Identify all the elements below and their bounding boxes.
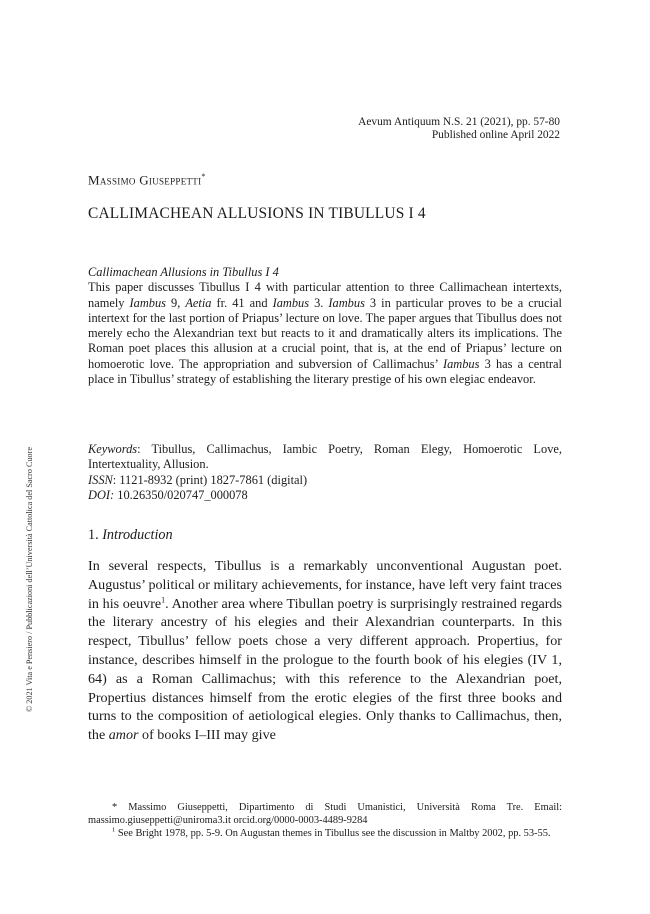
footnote-ref-1[interactable]: 1 (161, 594, 166, 604)
article-metadata (88, 442, 562, 503)
footnotes (88, 801, 562, 840)
author-name (88, 172, 206, 188)
doi-line (88, 488, 562, 503)
issn-label: ISSN (88, 472, 113, 487)
author-footnote-marker[interactable]: * (201, 172, 206, 181)
paper-title: CALLIMACHEAN ALLUSIONS IN TIBULLUS I 4 (88, 205, 426, 222)
abstract-italic: Iambus (442, 356, 480, 371)
body-text (88, 557, 562, 745)
body-italic: amor (108, 727, 139, 744)
doi-label: DOI: (88, 487, 115, 502)
author-name-text: Massimo Giuseppetti (88, 172, 202, 188)
body-span: . Another area where Tibullan poetry is surprisingly restrained regards the literary ancestry of his elegies and their Alexandrian counterparts. In this respect, Tibullus’ fellow poets chose a very different approach. Propertius, for instance, describes himself in the prologue to the fourth book of his elegies (IV 1, 64) as a Roman Callimachus; with this reference to the Alexandrian poet, Propertius distances himself from the erotic elegies of the first three books and turns to the composition of aetiological elegies. Only thanks to Callimachus, then, the (88, 595, 563, 744)
footnote-1-text: See Bright 1978, pp. 5-9. On Augustan themes in Tibullus see the discussion in Maltby 2002, pp. 53-55. (115, 828, 551, 839)
footnote-author-text: Massimo Giuseppetti, Dipartimento di Studi Umanistici, Università Roma Tre. Email: massimo.giuseppetti@uniroma3.it orcid.org/0000-0003-4489-9284 (88, 802, 562, 826)
keywords-label: Keywords (88, 442, 138, 456)
abstract-span: 3 in particular proves to be a crucial intertext for the last portion of Priapus’ lecture on love. The paper argues that Tibullus does not merely echo the Alexandrian text but reacts to it and dramatically alters its implications. The Roman poet places this allusion at a crucial point, that is, at the end of Priapus’ lecture on homoerotic love. The appropriation and subversion of Callimachus’ (88, 295, 562, 371)
abstract-span: fr. 41 and (211, 295, 273, 310)
issn-value: : 1121-8932 (print) 1827-7861 (digital) (112, 472, 308, 487)
journal-line: Aevum Antiquum N.S. 21 (2021), pp. 57-80 (358, 116, 560, 128)
abstract-span: This paper discusses Tibullus I 4 with particular attention to three Callimachean intertexts, namely (88, 280, 562, 310)
issn-line (88, 473, 562, 488)
section-number: 1. (88, 527, 99, 543)
body-paragraph (88, 557, 562, 745)
abstract-span: 9, (165, 295, 186, 310)
doi-value[interactable]: 10.26350/020747_000078 (114, 487, 248, 502)
keywords-line (88, 442, 562, 473)
copyright-sidebar: © 2021 Vita e Pensiero / Pubblicazioni dell’Università Cattolica del Sacro Cuore (25, 446, 34, 712)
body-span: of books I–III may give (138, 727, 276, 744)
abstract-italic: Aetia (185, 295, 212, 310)
abstract-italic: Iambus (328, 295, 365, 310)
abstract-title: Callimachean Allusions in Tibullus I 4 (88, 265, 279, 279)
published-line: Published online April 2022 (431, 129, 560, 141)
abstract-italic: Iambus (272, 295, 310, 310)
abstract-italic: Iambus (129, 295, 166, 310)
abstract-text (88, 280, 562, 387)
footnote-1-marker: 1 (112, 826, 116, 834)
footnote-author (88, 801, 562, 827)
section-heading (88, 527, 173, 544)
section-title: Introduction (102, 527, 173, 543)
footnote-1 (88, 827, 562, 840)
keywords-value: : Tibullus, Callimachus, Iambic Poetry, Roman Elegy, Homoerotic Love, Intertextuality, Allusion. (88, 442, 562, 472)
abstract-span: 3. (309, 295, 329, 310)
footnote-author-marker: * (112, 802, 118, 813)
abstract (88, 265, 562, 387)
body-span: In several respects, Tibullus is a remarkably unconventional Augustan poet. Augustus’ political or military achievements, for instance, have left very faint traces in his oeuvre (88, 558, 562, 612)
journal-citation (358, 116, 560, 142)
abstract-span: 3 has a central place in Tibullus’ strategy of establishing the literary prestige of his own elegiac endeavor. (88, 356, 563, 387)
